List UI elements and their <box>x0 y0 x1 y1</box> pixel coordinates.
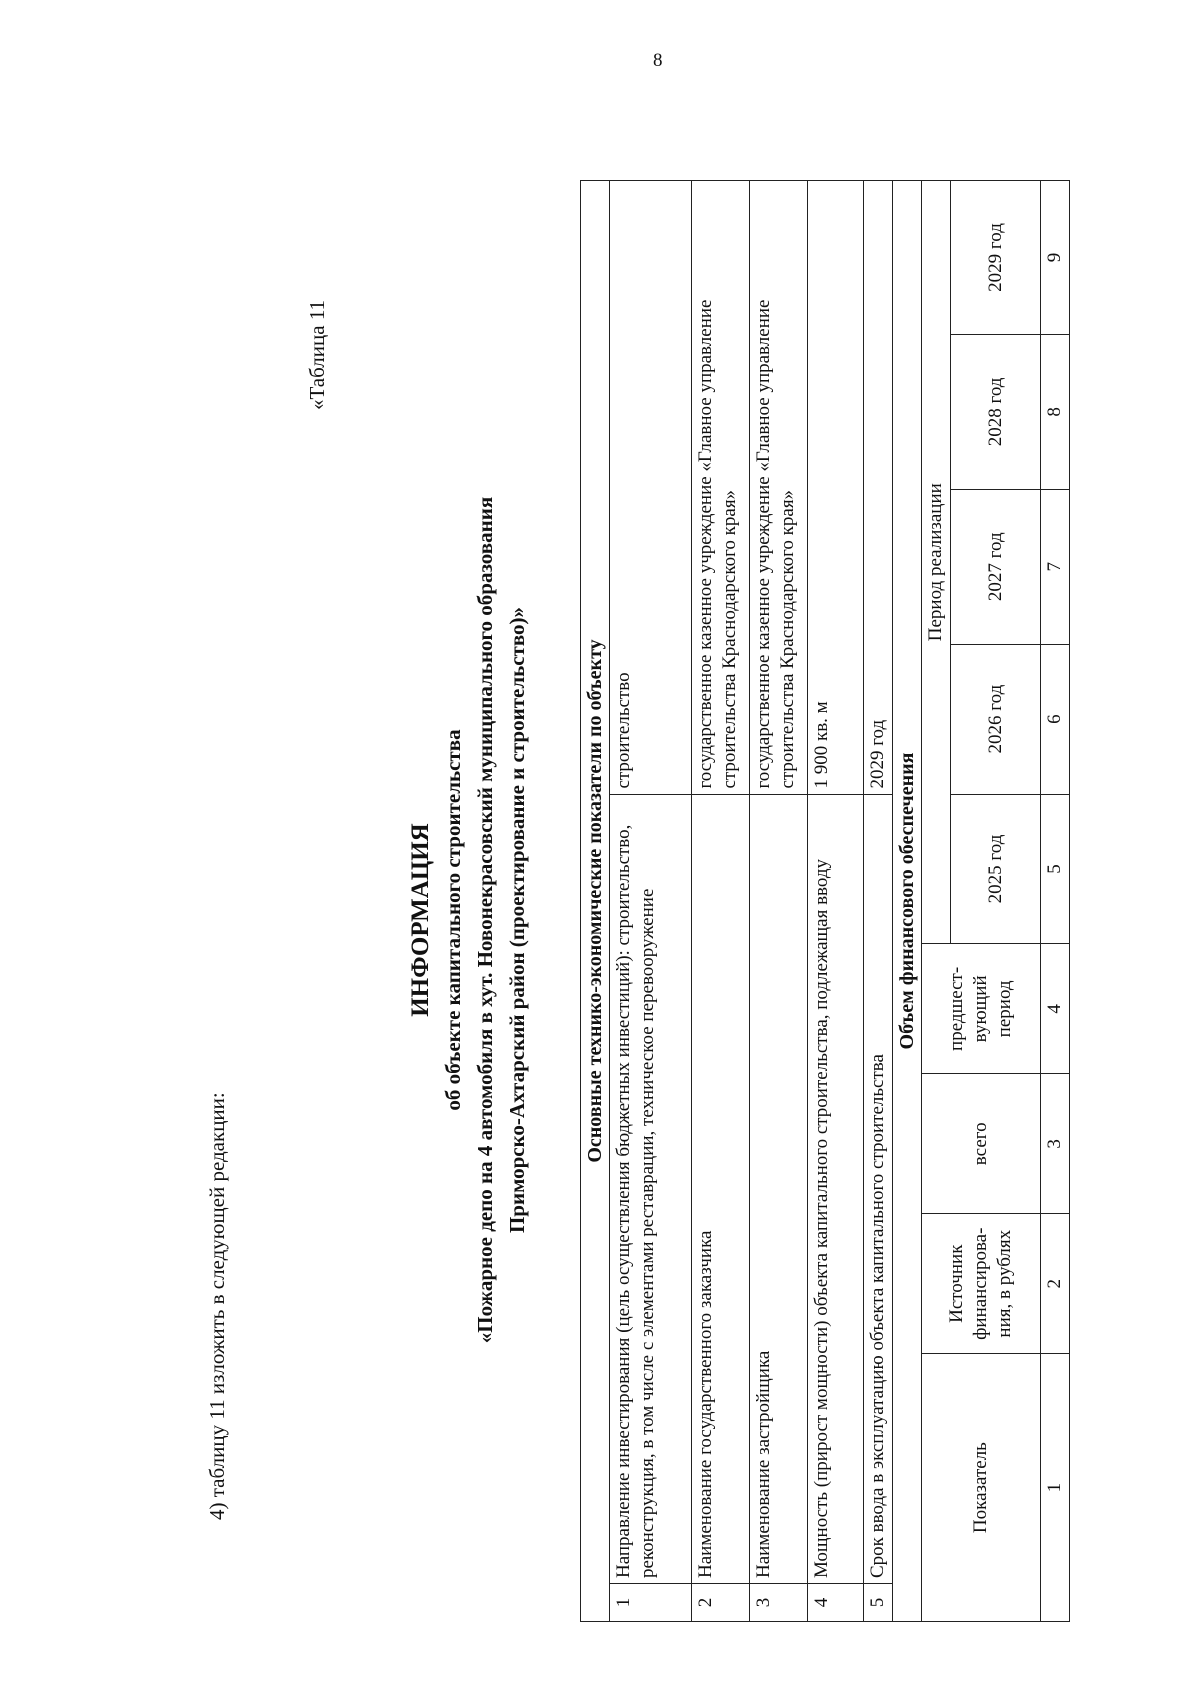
document-title <box>405 270 533 1570</box>
table-label: «Таблица 11 <box>305 299 329 410</box>
header-year: 2025 год <box>951 794 1041 944</box>
page-number: 8 <box>653 50 663 71</box>
table-row <box>692 181 750 1622</box>
fin-header-row <box>922 181 951 1622</box>
header-year: 2027 год <box>951 489 1041 644</box>
row-number: 1 <box>610 1584 692 1622</box>
row-label: Наименование застройщика <box>750 794 808 1584</box>
row-number: 2 <box>692 1584 750 1622</box>
column-number-row <box>1041 181 1070 1622</box>
column-number: 3 <box>1041 1074 1070 1214</box>
title-line-2: об объекте капитального строительства <box>441 729 465 1111</box>
info-table <box>580 180 1070 1622</box>
column-number: 6 <box>1041 644 1070 794</box>
column-number: 5 <box>1041 794 1070 944</box>
column-number: 4 <box>1041 944 1070 1074</box>
table-row <box>864 181 893 1622</box>
table-row <box>750 181 808 1622</box>
section-row-indicators <box>581 181 610 1622</box>
header-total: всего <box>922 1074 1041 1214</box>
row-label: Срок ввода в эксплуатацию объекта капитального строительства <box>864 794 893 1584</box>
header-indicator: Показатель <box>922 1354 1041 1622</box>
row-label: Мощность (прирост мощности) объекта капитального строительства, подлежащая вводу <box>808 794 864 1584</box>
column-number: 7 <box>1041 489 1070 644</box>
row-value: 2029 год <box>864 181 893 795</box>
header-year: 2028 год <box>951 334 1041 489</box>
title-line-4: Приморско-Ахтарский район (проектирование и строительство)» <box>505 606 529 1234</box>
section-title-indicators: Основные технико-экономические показатели по объекту <box>581 181 610 1622</box>
header-year: 2026 год <box>951 644 1041 794</box>
table-row <box>808 181 864 1622</box>
title-heading: ИНФОРМАЦИЯ <box>407 823 434 1017</box>
title-line-3: «Пожарное депо на 4 автомобиля в хут. Новонекрасовский муниципального образования <box>473 496 497 1344</box>
column-number: 2 <box>1041 1214 1070 1354</box>
column-number: 8 <box>1041 334 1070 489</box>
row-value: государственное казенное учреждение «Главное управление строительства Краснодарского края» <box>692 181 750 795</box>
header-prior-period: предшест-вующий период <box>922 944 1041 1074</box>
header-year: 2029 год <box>951 181 1041 335</box>
table-row <box>610 181 692 1622</box>
row-value: 1 900 кв. м <box>808 181 864 795</box>
header-source: Источник финансирова-ния, в рублях <box>922 1214 1041 1354</box>
row-label: Наименование государственного заказчика <box>692 794 750 1584</box>
row-number: 4 <box>808 1584 864 1622</box>
row-value: государственное казенное учреждение «Главное управление строительства Краснодарского края» <box>750 181 808 795</box>
header-period: Период реализации <box>922 181 951 944</box>
column-number: 1 <box>1041 1354 1070 1622</box>
row-label: Направление инвестирования (цель осуществления бюджетных инвестиций): строительство, реконструкция, в том числе с элементами реставрации, техническое перевооружение <box>610 794 692 1584</box>
section-row-financing <box>893 181 922 1622</box>
intro-text: 4) таблицу 11 изложить в следующей редакции: <box>205 1092 229 1520</box>
row-value: строительство <box>610 181 692 795</box>
row-number: 5 <box>864 1584 893 1622</box>
row-number: 3 <box>750 1584 808 1622</box>
column-number: 9 <box>1041 181 1070 335</box>
section-title-financing: Объем финансового обеспечения <box>893 181 922 1622</box>
